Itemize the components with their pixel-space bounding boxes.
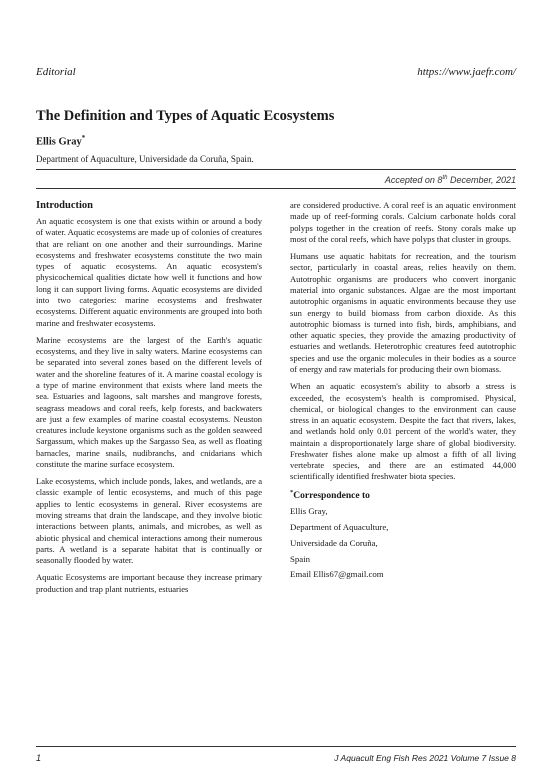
author-name-text: Ellis Gray xyxy=(36,136,82,148)
accepted-date-suffix: December, 2021 xyxy=(447,175,516,185)
body-paragraph: are considered productive. A coral reef is an aquatic environment made up of reef-forming corals. Calcium carbonate holds coral polyps together in the creation of reefs. Stony corals make up most of the coral reefs, which have polyps that cluster in groups. xyxy=(290,200,516,244)
body-paragraph: Humans use aquatic habitats for recreation, and the tourism sector, particularly in coastal areas, relies heavily on them. Autotrophic organisms are producers who convert inorganic material into organic substances. Algae are the most important autotrophic organisms in aquatic environments because they use sun energy to build biomass from carbon dioxide. As this autotrophic biomass is turned into fish, birds, amphibians, and other aquatic species, they provide the amazing productivity of estuaries and wetlands. Heterotrophic creatures feed autotrophic species and use the organic molecules in their bodies as a source of energy and raw materials for producing their own biomass. xyxy=(290,251,516,374)
correspondence-mark: * xyxy=(290,488,294,496)
correspondence-heading xyxy=(290,489,516,501)
body-paragraph: Marine ecosystems are the largest of the Earth's aquatic ecosystems, and they live in salty waters. Marine ecosystems can be separated into several zones based on the different levels of water and the shoreline features of it. A marine coastal ecology is a type of marine environment that exists where land meets the sea. Estuaries and lagoons, salt marshes and mangrove forests, seagrass meadows and coral reefs, kelp forests, and backwaters are just a few examples of marine coastal ecosystems. Neuston creatures include keystone organisms such as the golden seaweed Sargassum, which makes up the Sargasso Sea, as well as floating barnacles, marine snails, nudibranchs, and cnidarians which constitute the marine surface ecosystem. xyxy=(36,334,262,469)
header-divider xyxy=(36,169,516,170)
author-mark: * xyxy=(81,134,86,142)
correspondence-name: Ellis Gray, xyxy=(290,505,328,516)
author-affiliation: Department of Aquaculture, Universidade da Coruña, Spain. xyxy=(36,154,254,164)
correspondence-department: Department of Aquaculture, xyxy=(290,521,389,532)
article-title: The Definition and Types of Aquatic Ecosystems xyxy=(36,108,335,124)
body-paragraph: Aquatic Ecosystems are important because they increase primary production and trap plant nutrients, estuaries xyxy=(36,572,262,594)
correspondence-university: Universidade da Coruña, xyxy=(290,537,378,548)
author-name xyxy=(36,134,85,148)
accepted-date-ordinal: th xyxy=(442,175,448,181)
correspondence-country: Spain xyxy=(290,553,311,564)
page-number: 1 xyxy=(36,753,42,763)
correspondence-heading-text: Correspondence to xyxy=(293,490,370,501)
introduction-heading: Introduction xyxy=(36,200,93,211)
accepted-date xyxy=(385,175,516,185)
accepted-divider xyxy=(36,188,516,189)
right-column xyxy=(290,200,516,585)
body-paragraph: Lake ecosystems, which include ponds, lakes, and wetlands, are a classic example of lentic ecosystems, and much of this page applies to lentic ecosystems in general. River ecosystems are moving streams that drain the landscape, and they involve biotic interactions between plants, animals, and microbes, as well as abiotic physical and chemical interactions among their numerous parts. A wetland is a separate habitat that is continually or seasonally flooded by water. xyxy=(36,476,262,566)
body-paragraph: When an aquatic ecosystem's ability to absorb a stress is exceeded, the ecosystem's health is compromised. Physical, chemical, or biological changes to the environment can cause stress in an aquatic ecosystem. Despite the fact that rivers, lakes, and wetlands hold only 0.01 percent of the world's water, they maintain a disproportionately large share of global biodiversity. Freshwater fishes alone make up almost a fifth of all living vertebrate species, and there are an estimated 44,000 scientifically identified freshwater biota species. xyxy=(290,381,516,482)
correspondence-email-link[interactable]: Email Ellis67@gmail.com xyxy=(290,569,384,580)
footer-divider xyxy=(36,746,516,747)
body-paragraph: An aquatic ecosystem is one that exists within or around a body of water. Aquatic ecosystems are made up of colonies of creatures that are reliant on one another and their surroundings. Marine ecosystems and freshwater ecosystems constitute the two main types of aquatic ecosystems. An aquatic ecosystem's physicochemical qualities dictate how well it functions and how long it can support living forms. Aquatic ecosystems are divided into two categories: marine ecosystems and freshwater ecosystems. Different aquatic environments are grouped into both marine and freshwater ecosystems. xyxy=(36,216,262,328)
left-column xyxy=(36,200,262,601)
accepted-date-prefix: Accepted on 8 xyxy=(384,175,443,185)
header-url-link[interactable]: https://www.jaefr.com/ xyxy=(417,66,516,78)
journal-citation: J Aquacult Eng Fish Res 2021 Volume 7 Issue 8 xyxy=(334,753,516,763)
header-section-label: Editorial xyxy=(36,66,76,78)
